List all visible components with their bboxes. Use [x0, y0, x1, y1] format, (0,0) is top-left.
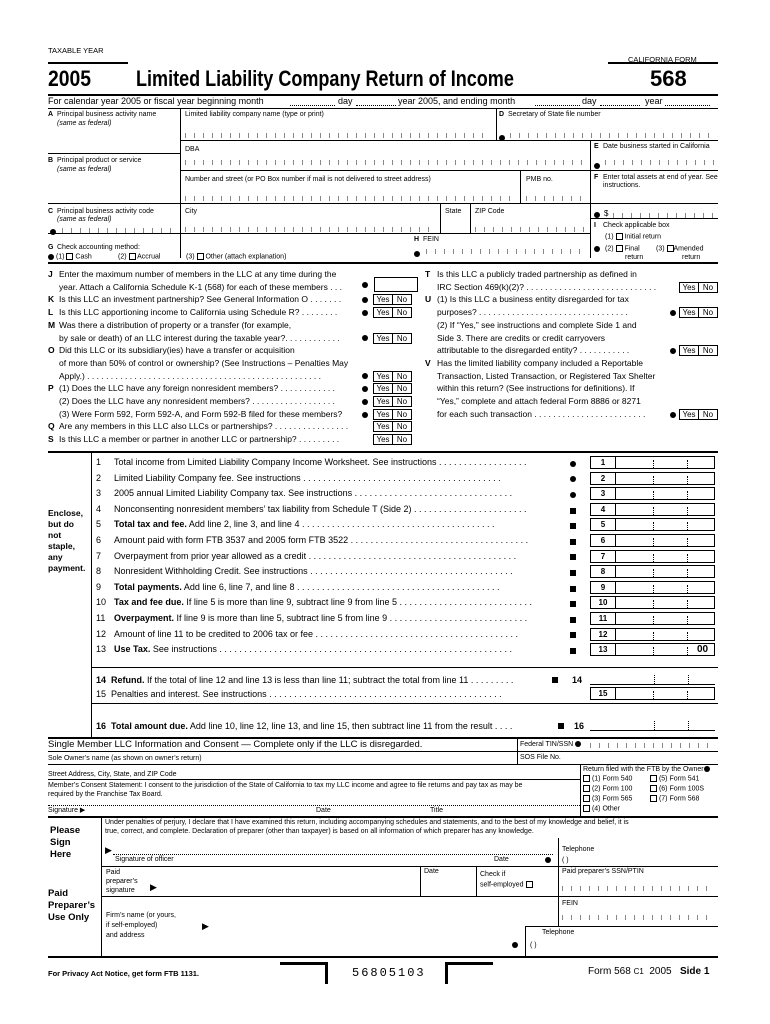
b-sub: (same as federal): [57, 166, 112, 173]
question-right-line: purposes? . . . . . . . . . . . . . . . . . . . . . . . . . . . . . . . .: [437, 307, 628, 318]
question-bullet: [670, 309, 676, 317]
question-bullet: [362, 411, 368, 419]
a-sub: (same as federal): [57, 120, 112, 127]
return-filed-divider: [580, 764, 581, 816]
entity-top-rule: [48, 108, 718, 109]
no-box[interactable]: No: [392, 383, 412, 394]
firm-line: if self-employed): [106, 922, 158, 929]
tax-line: 5 Total tax and fee. Add line 2, line 3, and line 4 . . . . . . . . . . . . . . . . . . . . . . . . . . . . . . . . . . . . . . .: [96, 519, 495, 530]
footer-form: Form 568 C1 2005 Side 1: [588, 966, 710, 977]
street-field[interactable]: [185, 196, 515, 201]
c-label: Principal business activity code: [57, 208, 154, 215]
line-marker: [570, 569, 576, 577]
line-16-marker: [558, 722, 564, 730]
line-14-num: 14: [572, 675, 583, 685]
telephone2-label: Telephone: [542, 929, 575, 936]
no-box[interactable]: No: [392, 409, 412, 420]
city-label: City: [185, 208, 198, 215]
sos-file-field[interactable]: [510, 133, 715, 138]
line-amount-field[interactable]: 12: [590, 628, 715, 641]
yes-no-pair[interactable]: [374, 294, 412, 305]
line-amount-field[interactable]: 11: [590, 612, 715, 625]
line-14-amount[interactable]: [590, 672, 715, 685]
question-left-line: year. Attach a California Schedule K-1 (568) for each of these members . . .: [59, 281, 343, 292]
enclose-divider: [91, 452, 92, 738]
yes-box[interactable]: Yes: [679, 345, 699, 356]
yes-box[interactable]: Yes: [373, 383, 393, 394]
enclose-line: Enclose,: [48, 508, 83, 518]
owner-title-label: Title: [430, 807, 443, 814]
question-right-line: attributable to the disregarded entity? . . . . . . . . . . .: [437, 345, 630, 356]
c-sub: (same as federal): [57, 216, 112, 223]
fein-bullet: [414, 250, 420, 258]
consent-text: Member’s Consent Statement: I consent to the jurisdiction of the State of California to tax my LLC income and agree to file returns and pay tax as may be: [48, 782, 523, 789]
form-100-checkbox[interactable]: (2) Form 100: [583, 785, 632, 792]
header-rule-right: [608, 62, 718, 64]
question-right-line: Side 3. There are credits or credit carryovers: [437, 332, 606, 343]
line-16-num: 16: [574, 721, 585, 731]
entity-bottom-rule: [48, 262, 718, 264]
city-field[interactable]: [185, 227, 435, 232]
line-amount-field[interactable]: 2: [590, 472, 715, 485]
street-owner-rule: [48, 779, 580, 780]
preparer-date-divider: [420, 866, 421, 896]
yes-no-pair[interactable]: [680, 282, 718, 293]
final-return-checkbox[interactable]: (2) Final: [605, 245, 640, 253]
e-label: Date business started in California: [603, 143, 710, 150]
preparer-top-rule: [101, 866, 718, 867]
refund-rule: [91, 667, 718, 668]
tax-line: 6 Amount paid with form FTB 3537 and 2005 form FTB 3522 . . . . . . . . . . . . . . . . . . . . . . . . . . . . . . . . . . . .: [96, 535, 529, 545]
line-marker: [570, 460, 576, 468]
tax-line: 3 2005 annual Limited Liability Company tax. See instructions . . . . . . . . . . . . . . . . . . . . . . . . . . . . . . . .: [96, 488, 513, 499]
yes-no-pair[interactable]: [374, 333, 412, 344]
line-marker: [570, 616, 576, 624]
paid-preparer-line: Use Only: [48, 912, 90, 923]
g-label: Check accounting method:: [57, 244, 140, 251]
i-label: Check applicable box: [603, 222, 670, 229]
yes-no-pair[interactable]: [374, 371, 412, 382]
yes-no-pair[interactable]: [374, 409, 412, 420]
line-15-rule: [91, 703, 718, 704]
zip-field[interactable]: [475, 227, 585, 232]
consent-text-2: required by the Franchise Tax Board.: [48, 791, 163, 798]
line-14-marker: [552, 676, 558, 684]
g-letter: G: [48, 244, 54, 251]
day-label: day: [338, 96, 353, 106]
no-box[interactable]: No: [392, 333, 412, 344]
line-amount-field[interactable]: 7: [590, 550, 715, 563]
no-box[interactable]: No: [392, 434, 412, 445]
corner-mark-right: [445, 962, 493, 965]
telephone-field[interactable]: ( ): [562, 857, 569, 864]
end-day-field[interactable]: [600, 105, 640, 106]
max-members-box[interactable]: [374, 277, 418, 292]
question-bullet: [362, 335, 368, 343]
question-right-line: V Has the limited liability company included a Reportable: [425, 357, 643, 368]
form-568-checkbox[interactable]: (7) Form 568: [650, 795, 699, 802]
dollar-sign: $: [604, 209, 609, 218]
fein-field[interactable]: [426, 249, 586, 254]
state-divider: [440, 203, 441, 233]
tax-line: 4 Nonconsenting nonresident members’ tax liability from Schedule T (Side 2) . . . . . . . . . . . . . . . . . . . . . . .: [96, 503, 527, 514]
end-year-field[interactable]: [665, 105, 710, 106]
yes-box[interactable]: Yes: [373, 409, 393, 420]
line-amount-field[interactable]: 8: [590, 565, 715, 578]
line-14: 14 Refund. If the total of line 12 and line 13 is less than line 11; subtract the total from line 11 . . . . . . . . .: [96, 675, 514, 685]
question-bullet: [362, 385, 368, 393]
paid-signature-line: preparer’s: [106, 878, 138, 885]
a-letter: A: [48, 111, 54, 118]
question-bullet: [670, 411, 676, 419]
yes-no-pair[interactable]: [680, 307, 718, 318]
question-left-line: S Is this LLC a member or partner in another LLC or partnership? . . . . . . . . .: [48, 434, 340, 445]
paid-preparer-line: Paid: [48, 888, 69, 899]
j-bullet: [362, 281, 368, 289]
question-left-line: M Was there a distribution of property or a transfer (for example,: [48, 319, 292, 330]
question-right-line: IRC Section 469(k)(2)? . . . . . . . . . . . . . . . . . . . . . . . . . . . .: [437, 281, 657, 292]
llc-name-label: Limited liability company name (type or print): [185, 111, 324, 118]
question-bullet: [362, 373, 368, 381]
i-letter: I: [594, 222, 596, 229]
amended-return-checkbox[interactable]: (3) Amended: [656, 245, 704, 253]
sign-bottom-rule: [48, 956, 718, 958]
corner-mark-left: [280, 962, 328, 965]
c-letter: C: [48, 208, 54, 215]
ssn-ptin-label: Paid preparer’s SSN/PTIN: [562, 868, 644, 875]
preparer-fein-label: FEIN: [562, 900, 578, 907]
tax-line: 8 Nonresident Withholding Credit. See instructions . . . . . . . . . . . . . . . . . . . . . . . . . . . . . . . . . . . . . . . . .: [96, 566, 513, 577]
telephone2-field[interactable]: ( ): [530, 942, 537, 949]
no-box[interactable]: No: [392, 371, 412, 382]
yes-no-pair[interactable]: [374, 383, 412, 394]
taxable-year-label: TAXABLE YEAR: [48, 46, 104, 55]
firm-line: and address: [106, 932, 145, 939]
form-540-checkbox[interactable]: (1) Form 540: [583, 775, 632, 782]
question-right-line: within this return? (See instructions for definitions). If: [437, 383, 635, 394]
sos-file-label: SOS File No.: [520, 754, 561, 761]
begin-month-field[interactable]: [290, 105, 335, 106]
cash-checkbox[interactable]: (1) Cash: [48, 253, 92, 260]
pmb-field[interactable]: [526, 196, 586, 201]
line-13-cents: 00: [696, 644, 709, 656]
street-label: Number and street (or PO Box number if mail is not delivered to street address): [185, 176, 431, 183]
f-letter: F: [594, 174, 599, 181]
yes-no-pair[interactable]: [680, 409, 718, 420]
california-form-label: CALIFORNIA FORM: [628, 55, 697, 64]
begin-day-field[interactable]: [356, 105, 396, 106]
question-bullet: [362, 309, 368, 317]
owner-name-label: Sole Owner’s name (as shown on owner’s return): [48, 755, 202, 762]
yes-box[interactable]: Yes: [679, 282, 699, 293]
line-15: 15 Penalties and interest. See instructions . . . . . . . . . . . . . . . . . . . . . . . . . . . . . . . . . . . . . . . . . . . . . . .: [96, 689, 502, 699]
please-line: Sign: [50, 837, 71, 848]
h-rule: [48, 233, 590, 234]
no-box[interactable]: No: [698, 282, 718, 293]
single-member-title: Single Member LLC Information and Consent — Complete only if the LLC is disregarded.: [48, 739, 423, 750]
firm-rule: [101, 896, 718, 897]
tax-line: 7 Overpayment from prior year allowed as a credit . . . . . . . . . . . . . . . . . . . . . . . . . . . . . . . . . . . . . . . . . .: [96, 550, 517, 561]
owner-rule: [48, 764, 718, 765]
llc-name-field[interactable]: [185, 133, 490, 138]
b-rule: [48, 153, 180, 154]
yes-box[interactable]: Yes: [373, 371, 393, 382]
line-marker: [570, 522, 576, 530]
tax-line: 11 Overpayment. If line 9 is more than line 5, subtract line 5 from line 9 . . . . . . . . . . . . . . . . . . . . . . . . . . . .: [96, 613, 528, 623]
line-marker: [570, 554, 576, 562]
accrual-checkbox[interactable]: (2) Accrual: [118, 253, 161, 261]
enclose-line: not: [48, 530, 62, 540]
calendar-year-label: For calendar year 2005 or fiscal year beginning month: [48, 96, 264, 106]
line-marker: [570, 507, 576, 515]
question-left-line: J Enter the maximum number of members in the LLC at any time during the: [48, 269, 337, 279]
question-left-line: Q Are any members in this LLC also LLCs or partnerships? . . . . . . . . . . . . . . . .: [48, 421, 349, 432]
no-box[interactable]: No: [392, 396, 412, 407]
form-year: 2005: [48, 66, 92, 91]
yes-box[interactable]: Yes: [373, 307, 393, 318]
owner-street-label: Street Address, City, State, and ZIP Code: [48, 771, 177, 778]
a-label: Principal business activity name: [57, 111, 157, 118]
enclose-line: any: [48, 552, 63, 562]
initial-return-checkbox[interactable]: (1) Initial return: [605, 233, 662, 241]
line-marker: [570, 600, 576, 608]
question-left-line: by sale or death) of an LLC interest during the taxable year?. . . . . . . . . . . .: [59, 332, 340, 343]
line-marker: [570, 538, 576, 546]
firm-line: Firm’s name (or yours,: [106, 912, 176, 919]
i-bullet: [594, 245, 600, 253]
tax-line: 1 Total income from Limited Liability Company Income Worksheet. See instructions . . . . . . . . . . . . . . . . . .: [96, 457, 527, 467]
check-if-label: Check if: [480, 871, 506, 878]
telephone2-rule: [525, 926, 718, 927]
entity-divider-right: [590, 140, 591, 258]
question-bullet: [670, 347, 676, 355]
question-right-line: (2) If “Yes,” see instructions and complete Side 1 and: [437, 319, 637, 330]
tax-line: 12 Amount of line 11 to be credited to 2006 tax or fee . . . . . . . . . . . . . . . . . . . . . . . . . . . . . . . . . . . . . . . . .: [96, 628, 519, 639]
officer-date-label: Date: [494, 856, 509, 863]
questions-bottom-rule: [48, 451, 718, 453]
sos-divider: [496, 108, 497, 140]
tax-line: 10 Tax and fee due. If line 5 is more than line 9, subtract line 9 from line 5 . . . . . . . . . . . . . . . . . . . . . . . . . . .: [96, 597, 532, 608]
enclose-line: payment.: [48, 563, 86, 573]
f-label: Enter total assets at end of year. See instructions.: [603, 174, 718, 190]
amended-return-sub: return: [682, 254, 701, 261]
question-left-line: L Is this LLC apportioning income to California using Schedule R? . . . . . . . .: [48, 307, 338, 318]
no-box[interactable]: No: [392, 421, 412, 432]
dba-rule: [180, 140, 718, 141]
telephone-label: Telephone: [562, 846, 595, 853]
yes-box[interactable]: Yes: [373, 396, 393, 407]
line-16-amount[interactable]: [590, 718, 715, 731]
day-label-2: day: [582, 96, 597, 106]
street-rule: [180, 170, 718, 171]
tin-rule: [48, 751, 718, 752]
owner-date-label: Date: [316, 807, 331, 814]
yes-no-pair[interactable]: [374, 434, 412, 445]
form-565-checkbox[interactable]: (3) Form 565: [583, 795, 632, 802]
owner-signature-field[interactable]: [48, 805, 580, 806]
e-bullet: [594, 162, 600, 170]
line-amount-field[interactable]: 4: [590, 503, 715, 516]
question-left-line: Apply.) . . . . . . . . . . . . . . . . . . . . . . . . . . . . . . . . . . . . . . . . . . . . . . . . . .: [59, 370, 321, 381]
question-left-line: P (1) Does the LLC have any foreign nonresident members? . . . . . . . . . . . .: [48, 383, 335, 394]
b-letter: B: [48, 157, 54, 164]
yes-no-pair[interactable]: [374, 396, 412, 407]
telephone-divider: [558, 838, 559, 866]
line-amount-field[interactable]: 13: [590, 643, 715, 656]
telephone2-bullet: [512, 941, 518, 949]
no-box[interactable]: No: [392, 294, 412, 305]
federal-tin-field[interactable]: [590, 743, 715, 748]
firm-arrow: ▶: [202, 921, 209, 931]
h-letter: H: [414, 236, 420, 243]
yes-no-pair[interactable]: [680, 345, 718, 356]
corner-mark-left-v: [325, 962, 328, 984]
enclose-line: but do: [48, 519, 74, 529]
date-started-field[interactable]: [605, 160, 715, 165]
corner-mark-right-v: [445, 962, 448, 984]
no-box[interactable]: No: [698, 345, 718, 356]
yes-box[interactable]: Yes: [679, 307, 699, 318]
owner-signature-label: Signature ▶: [48, 807, 86, 814]
self-employed-checkbox[interactable]: self-employed: [480, 881, 533, 888]
zip-divider: [470, 203, 471, 233]
paid-signature-line: Paid: [106, 869, 121, 876]
officer-date-bullet: [545, 856, 551, 864]
line-15-amount[interactable]: 15: [590, 687, 715, 700]
return-filed-label: Return filed with the FTB by the Owner: [583, 766, 710, 773]
perjury-text-2: true, correct, and complete. Declaration of preparer (other than taxpayer) is based on all information of which preparer has any knowledge.: [105, 828, 534, 835]
question-bullet: [362, 296, 368, 304]
tax-line: 2 Limited Liability Company fee. See instructions . . . . . . . . . . . . . . . . . . . . . . . . . . . . . . . . . . . . . . . .: [96, 472, 501, 483]
line-marker: [570, 647, 576, 655]
yes-no-pair[interactable]: [374, 307, 412, 318]
scan-code: 56805103: [352, 966, 426, 980]
question-right-line: T Is this LLC a publicly traded partnership as defined in: [425, 269, 637, 279]
final-return-sub: return: [625, 254, 644, 261]
question-right-line: for each such transaction . . . . . . . . . . . . . . . . . . . . . . . .: [437, 408, 646, 419]
please-line: Here: [50, 849, 72, 860]
line-amount-field[interactable]: 6: [590, 534, 715, 547]
no-box[interactable]: No: [698, 307, 718, 318]
officer-sign-arrow: ▶: [105, 845, 112, 855]
d-letter: D: [499, 111, 505, 118]
question-right-line: U (1) Is this LLC a business entity disregarded for tax: [425, 294, 629, 305]
question-left-line: O Did this LLC or its subsidiary(ies) have a transfer or acquisition: [48, 345, 295, 356]
header-rule: [48, 62, 128, 64]
sign-top-rule: [48, 816, 718, 818]
federal-tin-label: Federal TIN/SSN: [520, 741, 581, 748]
please-line: Please: [50, 825, 81, 836]
form-541-checkbox[interactable]: (5) Form 541: [650, 775, 699, 782]
end-month-field[interactable]: [535, 105, 580, 106]
line-marker: [570, 491, 576, 499]
state-label: State: [445, 208, 462, 215]
enclose-line: staple,: [48, 541, 75, 551]
b-label: Principal product or service: [57, 157, 142, 164]
preparer-date-label: Date: [424, 868, 439, 875]
officer-signature-field[interactable]: [113, 854, 553, 855]
other-checkbox[interactable]: (3) Other (attach explanation): [186, 253, 287, 261]
pmb-label: PMB no.: [526, 176, 553, 183]
question-right-line: Transaction, Listed Transaction, or Registered Tax Shelter: [437, 370, 656, 381]
zip-label: ZIP Code: [475, 208, 505, 215]
line-marker: [570, 585, 576, 593]
year-label: year: [645, 96, 663, 106]
question-left-line: K Is this LLC an investment partnership? See General Information O . . . . . . .: [48, 294, 342, 305]
line-amount-field[interactable]: 3: [590, 487, 715, 500]
yes-box[interactable]: Yes: [373, 434, 393, 445]
privacy-notice: For Privacy Act Notice, get form FTB 1131.: [48, 969, 200, 978]
d-label: Secretary of State file number: [508, 111, 601, 118]
dba-label: DBA: [185, 146, 200, 153]
no-box[interactable]: No: [698, 409, 718, 420]
officer-signature-label: Signature of officer: [115, 856, 174, 863]
line-amount-field[interactable]: 10: [590, 596, 715, 609]
other-form-checkbox[interactable]: (4) Other: [583, 805, 620, 812]
yes-no-pair[interactable]: [374, 421, 412, 432]
dba-field[interactable]: [185, 160, 585, 165]
no-box[interactable]: No: [392, 307, 412, 318]
city-rule: [48, 203, 718, 204]
question-left-line: (2) Does the LLC have any nonresident members? . . . . . . . . . . . . . . . . . .: [59, 396, 335, 406]
ssn-ptin-field[interactable]: [562, 886, 714, 891]
tax-line: 9 Total payments. Add line 6, line 7, and line 8 . . . . . . . . . . . . . . . . . . . . . . . . . . . . . . . . . . . . . . . . .: [96, 581, 500, 592]
fein-label: FEIN: [423, 236, 439, 243]
telephone2-divider: [525, 926, 526, 956]
form-100s-checkbox[interactable]: (6) Form 100S: [650, 785, 704, 792]
question-left-line: of more than 50% of control or ownership? (See Instructions – Penalties May: [59, 357, 349, 368]
page-title: Limited Liability Company Return of Income: [136, 66, 514, 91]
yes-box[interactable]: Yes: [679, 409, 699, 420]
i-rule: [590, 218, 718, 219]
paid-preparer-line: Preparer’s: [48, 900, 96, 911]
sign-divider: [101, 817, 102, 957]
form-number: 568: [650, 66, 687, 91]
tax-line: 13 Use Tax. See instructions . . . . . . . . . . . . . . . . . . . . . . . . . . . . . . . . . . . . . . . . . . . . . . . . . . . . . . . . . . .: [96, 644, 512, 655]
paid-signature-line: signature: [106, 887, 135, 894]
question-left-line: (3) Were Form 592, Form 592-A, and Form 592-B filed for these members?: [59, 408, 343, 419]
paid-sign-arrow: ▶: [150, 882, 157, 892]
pmb-divider: [520, 170, 521, 203]
entity-divider: [180, 108, 181, 258]
line-amount-field[interactable]: 1: [590, 456, 715, 469]
question-bullet: [362, 398, 368, 406]
perjury-text: Under penalties of perjury, I declare that I have examined this return, including accompanying schedules and statements, and to the best of my knowledge and belief, it is: [105, 819, 629, 826]
yes-box[interactable]: Yes: [373, 421, 393, 432]
yes-box[interactable]: Yes: [373, 333, 393, 344]
yes-box[interactable]: Yes: [373, 294, 393, 305]
line-marker: [570, 476, 576, 484]
e-letter: E: [594, 143, 599, 150]
line-amount-field[interactable]: 9: [590, 581, 715, 594]
check-divider: [476, 866, 477, 896]
line-marker: [570, 632, 576, 640]
c-bullet: [50, 228, 56, 236]
ending-label: year 2005, and ending month: [398, 96, 516, 106]
preparer-fein-field[interactable]: [562, 915, 714, 920]
line-16: 16 Total amount due. Add line 10, line 12, line 13, and line 15, then subtract line 11 from the result . . . .: [96, 721, 513, 731]
question-right-line: “Yes,” complete and attach federal Form 8886 or 8271: [437, 396, 641, 406]
line-amount-field[interactable]: 5: [590, 518, 715, 531]
